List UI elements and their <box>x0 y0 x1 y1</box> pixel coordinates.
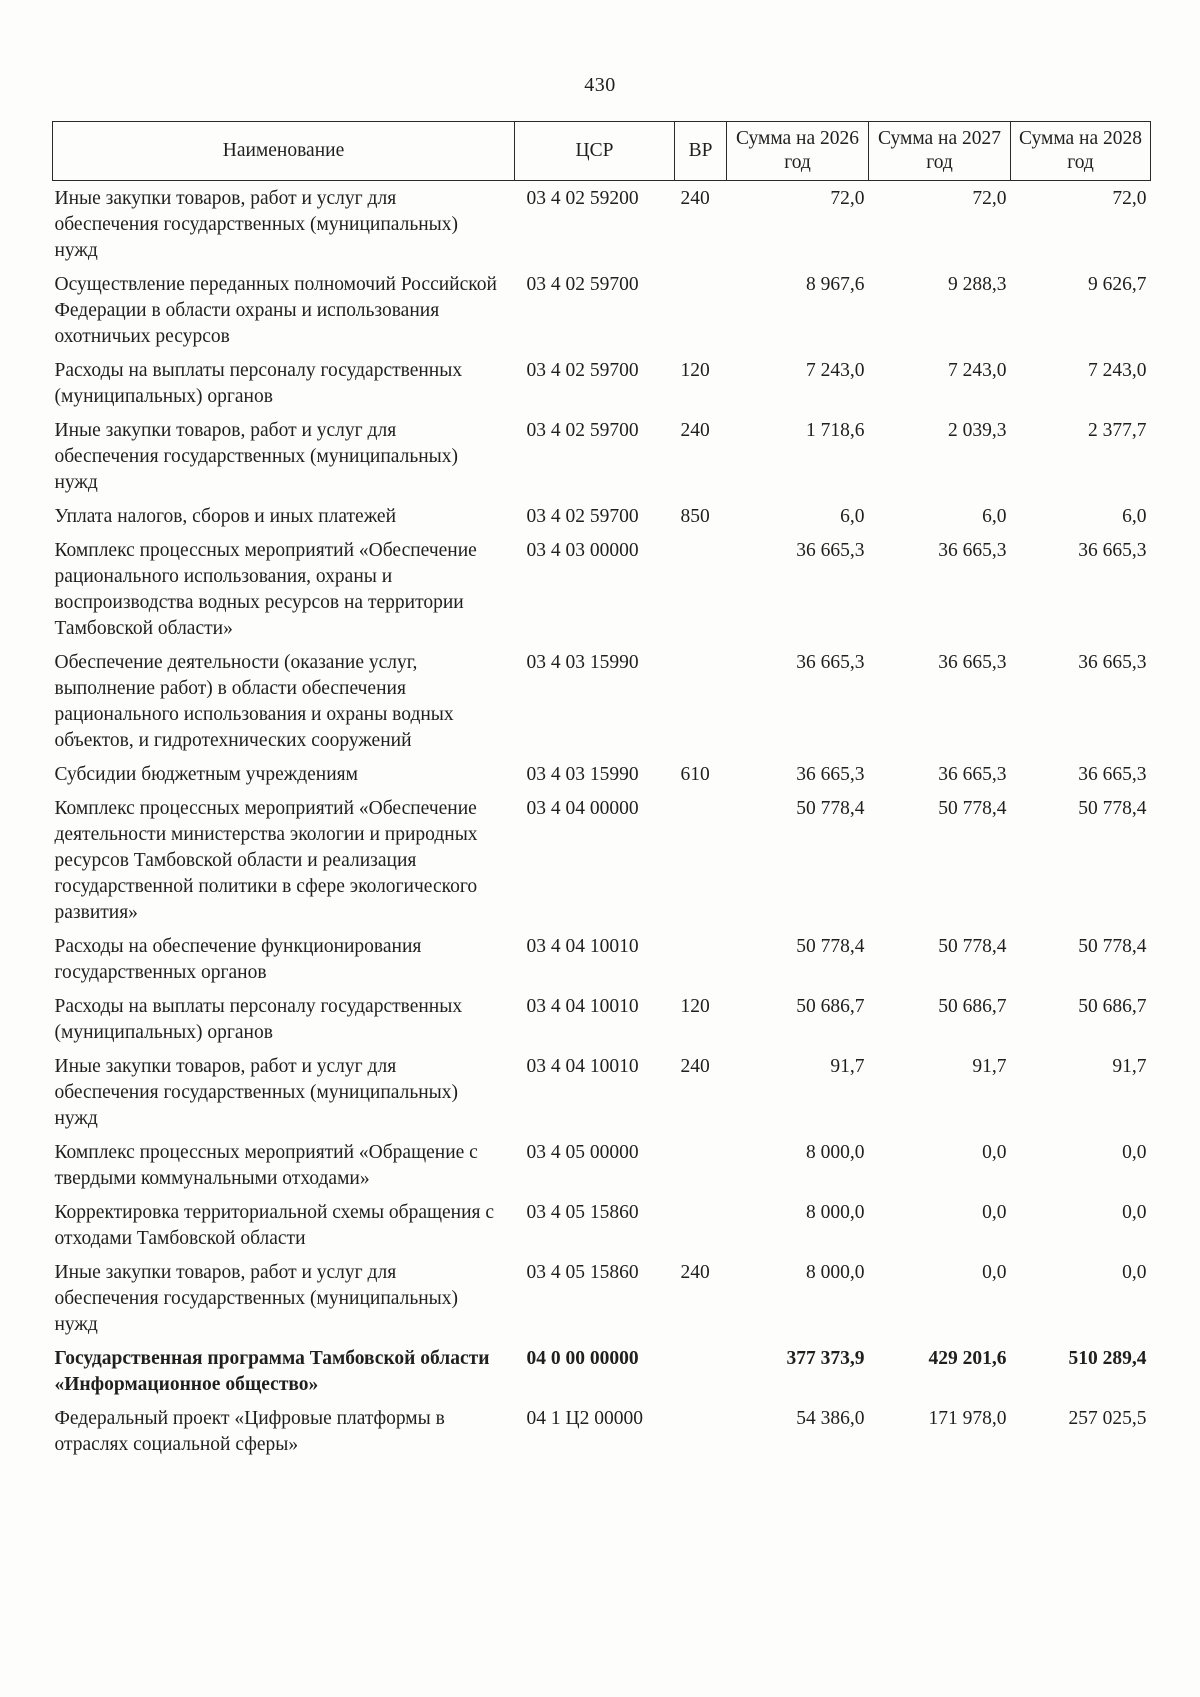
cell-vr <box>675 1135 727 1195</box>
cell-csr: 04 1 Ц2 00000 <box>526 1408 643 1429</box>
cell-name: Комплекс процессных мероприятий «Обращение с твердыми коммунальными отходами» <box>54 1142 478 1189</box>
cell-vr: 240 <box>680 188 710 209</box>
cell-sum-2028: 2 377,7 <box>1088 420 1147 441</box>
header-csr: ЦСР <box>515 122 675 181</box>
cell-csr: 03 4 02 59700 <box>526 506 639 527</box>
cell-csr: 03 4 04 10010 <box>526 996 639 1017</box>
table-row <box>53 533 1151 645</box>
cell-sum-2026: 8 000,0 <box>806 1142 865 1163</box>
cell-sum-2028: 36 665,3 <box>1078 652 1147 673</box>
cell-sum-2028: 7 243,0 <box>1088 360 1147 381</box>
cell-name: Иные закупки товаров, работ и услуг для обеспечения государственных (муниципальных) нужд <box>54 420 459 493</box>
cell-csr: 04 0 00 00000 <box>526 1348 639 1369</box>
cell-sum-2027: 0,0 <box>982 1202 1007 1223</box>
cell-sum-2028: 510 289,4 <box>1068 1348 1147 1369</box>
cell-name: Иные закупки товаров, работ и услуг для обеспечения государственных (муниципальных) нужд <box>54 188 459 261</box>
table-row <box>53 645 1151 757</box>
cell-csr: 03 4 02 59700 <box>526 420 639 441</box>
cell-sum-2026: 1 718,6 <box>806 420 865 441</box>
cell-csr: 03 4 05 00000 <box>526 1142 639 1163</box>
cell-sum-2026: 54 386,0 <box>796 1408 865 1429</box>
table-row <box>53 181 1151 268</box>
cell-sum-2027: 429 201,6 <box>928 1348 1007 1369</box>
cell-sum-2028: 9 626,7 <box>1088 274 1147 295</box>
table-header-row <box>53 122 1151 181</box>
cell-vr: 610 <box>680 764 710 785</box>
cell-sum-2027: 50 778,4 <box>938 936 1007 957</box>
cell-sum-2027: 0,0 <box>982 1142 1007 1163</box>
cell-sum-2027: 171 978,0 <box>928 1408 1007 1429</box>
cell-sum-2028: 0,0 <box>1122 1142 1147 1163</box>
cell-sum-2027: 36 665,3 <box>938 540 1007 561</box>
cell-csr: 03 4 04 10010 <box>526 1056 639 1077</box>
table-row <box>53 353 1151 413</box>
header-name: Наименование <box>53 122 515 181</box>
cell-sum-2026: 8 000,0 <box>806 1262 865 1283</box>
cell-csr: 03 4 02 59700 <box>526 360 639 381</box>
cell-csr: 03 4 05 15860 <box>526 1202 639 1223</box>
cell-sum-2027: 2 039,3 <box>948 420 1007 441</box>
cell-csr: 03 4 02 59200 <box>526 188 639 209</box>
header-sum-2028: Сумма на 2028 год <box>1011 122 1151 181</box>
cell-sum-2028: 91,7 <box>1112 1056 1147 1077</box>
cell-sum-2026: 7 243,0 <box>806 360 865 381</box>
table-row <box>53 757 1151 791</box>
cell-csr: 03 4 03 15990 <box>526 764 639 785</box>
cell-sum-2028: 6,0 <box>1122 506 1147 527</box>
cell-sum-2028: 72,0 <box>1112 188 1147 209</box>
cell-sum-2027: 0,0 <box>982 1262 1007 1283</box>
cell-vr <box>675 645 727 757</box>
cell-name: Комплекс процессных мероприятий «Обеспечение деятельности министерства экологии и природных ресурсов Тамбовской области и реализация государственной политики в сфере экологического развития» <box>54 798 478 923</box>
cell-sum-2027: 50 686,7 <box>938 996 1007 1017</box>
cell-sum-2027: 72,0 <box>972 188 1007 209</box>
table-row <box>53 989 1151 1049</box>
table-row <box>53 1401 1151 1461</box>
cell-name: Уплата налогов, сборов и иных платежей <box>54 506 397 527</box>
cell-sum-2028: 36 665,3 <box>1078 540 1147 561</box>
cell-vr: 120 <box>680 996 710 1017</box>
cell-name: Расходы на выплаты персоналу государственных (муниципальных) органов <box>54 996 463 1043</box>
table-row <box>53 1135 1151 1195</box>
cell-csr: 03 4 02 59700 <box>526 274 639 295</box>
table-row <box>53 1195 1151 1255</box>
cell-sum-2028: 50 778,4 <box>1078 798 1147 819</box>
cell-sum-2027: 91,7 <box>972 1056 1007 1077</box>
cell-vr <box>675 791 727 929</box>
cell-vr: 120 <box>680 360 710 381</box>
page-number: 430 <box>584 74 616 96</box>
cell-csr: 03 4 03 00000 <box>526 540 639 561</box>
cell-vr <box>675 929 727 989</box>
header-vr: ВР <box>675 122 727 181</box>
cell-name: Субсидии бюджетным учреждениям <box>54 764 358 785</box>
cell-name: Корректировка территориальной схемы обращения с отходами Тамбовской области <box>54 1202 495 1249</box>
cell-sum-2028: 0,0 <box>1122 1262 1147 1283</box>
cell-sum-2028: 50 686,7 <box>1078 996 1147 1017</box>
cell-sum-2026: 8 000,0 <box>806 1202 865 1223</box>
cell-name: Расходы на выплаты персоналу государственных (муниципальных) органов <box>54 360 463 407</box>
table-row <box>53 1255 1151 1341</box>
cell-sum-2027: 36 665,3 <box>938 652 1007 673</box>
table-row <box>53 929 1151 989</box>
table-row <box>53 413 1151 499</box>
cell-vr <box>675 1341 727 1401</box>
cell-csr: 03 4 04 10010 <box>526 936 639 957</box>
cell-sum-2026: 50 778,4 <box>796 936 865 957</box>
table-body <box>53 181 1151 1462</box>
cell-sum-2026: 36 665,3 <box>796 764 865 785</box>
cell-sum-2027: 36 665,3 <box>938 764 1007 785</box>
cell-name: Осуществление переданных полномочий Российской Федерации в области охраны и использования охотничьих ресурсов <box>54 274 497 347</box>
cell-sum-2026: 50 686,7 <box>796 996 865 1017</box>
table-row <box>53 499 1151 533</box>
table-row <box>53 1049 1151 1135</box>
cell-vr: 850 <box>680 506 710 527</box>
table-row <box>53 791 1151 929</box>
header-sum-2026: Сумма на 2026 год <box>727 122 869 181</box>
cell-name: Иные закупки товаров, работ и услуг для обеспечения государственных (муниципальных) нужд <box>54 1262 459 1335</box>
cell-sum-2026: 36 665,3 <box>796 540 865 561</box>
cell-sum-2028: 0,0 <box>1122 1202 1147 1223</box>
cell-sum-2026: 377 373,9 <box>786 1348 865 1369</box>
budget-table <box>52 121 1151 1461</box>
header-sum-2027: Сумма на 2027 год <box>869 122 1011 181</box>
cell-vr: 240 <box>680 1262 710 1283</box>
cell-csr: 03 4 04 00000 <box>526 798 639 819</box>
cell-sum-2027: 9 288,3 <box>948 274 1007 295</box>
cell-sum-2027: 50 778,4 <box>938 798 1007 819</box>
cell-vr <box>675 1195 727 1255</box>
cell-name: Обеспечение деятельности (оказание услуг, выполнение работ) в области обеспечения рационального использования и охраны водных объектов, и гидротехнических сооружений <box>54 652 454 751</box>
cell-name: Комплекс процессных мероприятий «Обеспечение рационального использования, охраны и воспроизводства водных ресурсов на территории Тамбовской области» <box>54 540 477 639</box>
cell-sum-2028: 50 778,4 <box>1078 936 1147 957</box>
cell-name: Расходы на обеспечение функционирования государственных органов <box>54 936 422 983</box>
cell-sum-2028: 36 665,3 <box>1078 764 1147 785</box>
cell-vr <box>675 267 727 353</box>
cell-sum-2026: 91,7 <box>830 1056 865 1077</box>
cell-name: Иные закупки товаров, работ и услуг для обеспечения государственных (муниципальных) нужд <box>54 1056 459 1129</box>
cell-csr: 03 4 05 15860 <box>526 1262 639 1283</box>
cell-vr: 240 <box>680 420 710 441</box>
table-row <box>53 267 1151 353</box>
cell-sum-2026: 50 778,4 <box>796 798 865 819</box>
cell-vr <box>675 533 727 645</box>
cell-sum-2026: 36 665,3 <box>796 652 865 673</box>
cell-sum-2026: 8 967,6 <box>806 274 865 295</box>
cell-vr <box>675 1401 727 1461</box>
cell-csr: 03 4 03 15990 <box>526 652 639 673</box>
cell-sum-2026: 6,0 <box>840 506 865 527</box>
cell-sum-2027: 6,0 <box>982 506 1007 527</box>
cell-sum-2028: 257 025,5 <box>1068 1408 1147 1429</box>
cell-sum-2027: 7 243,0 <box>948 360 1007 381</box>
cell-sum-2026: 72,0 <box>830 188 865 209</box>
cell-vr: 240 <box>680 1056 710 1077</box>
cell-name: Федеральный проект «Цифровые платформы в отраслях социальной сферы» <box>54 1408 445 1455</box>
table-row <box>53 1341 1151 1401</box>
cell-name: Государственная программа Тамбовской области «Информационное общество» <box>54 1348 490 1395</box>
